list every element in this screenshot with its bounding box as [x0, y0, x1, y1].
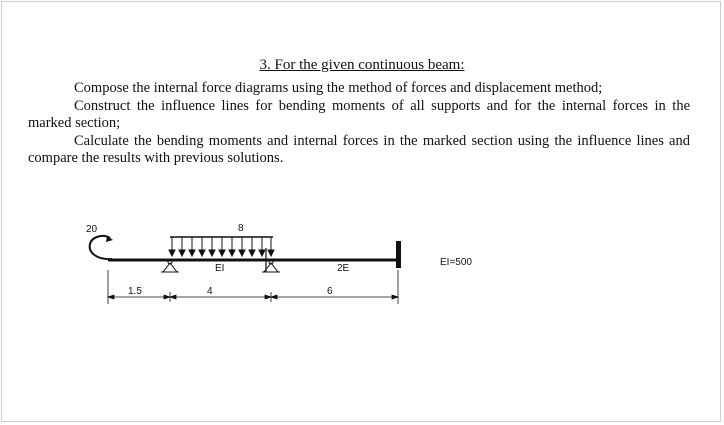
pin-support-1	[161, 260, 179, 272]
span2-stiffness-label: 2E	[337, 263, 350, 274]
dim-overhang-label: 1.5	[128, 286, 142, 297]
task-paragraph-2: Construct the influence lines for bending moments of all supports and for the internal forces in the marked section;	[28, 97, 690, 132]
distributed-load-label: 8	[238, 223, 244, 234]
moment-load-icon	[90, 236, 113, 259]
task-paragraph-3: Calculate the bending moments and internal forces in the marked section using the influence lines and compare the results with previous solutions.	[28, 132, 690, 167]
moment-load-label: 20	[86, 224, 98, 235]
dim-span1-label: 4	[207, 286, 213, 297]
fixed-support	[396, 241, 401, 268]
dim-span2-label: 6	[327, 286, 333, 297]
span1-stiffness-label: EI	[215, 263, 225, 274]
dimension-line	[108, 270, 398, 304]
task-title: 3. For the given continuous beam:	[259, 57, 465, 73]
distributed-load-icon	[169, 237, 274, 256]
task-paragraph-1: Compose the internal force diagrams using the method of forces and displacement method;	[74, 80, 603, 96]
pin-support-2	[262, 260, 280, 272]
stiffness-value-label: EI=500	[440, 257, 472, 268]
